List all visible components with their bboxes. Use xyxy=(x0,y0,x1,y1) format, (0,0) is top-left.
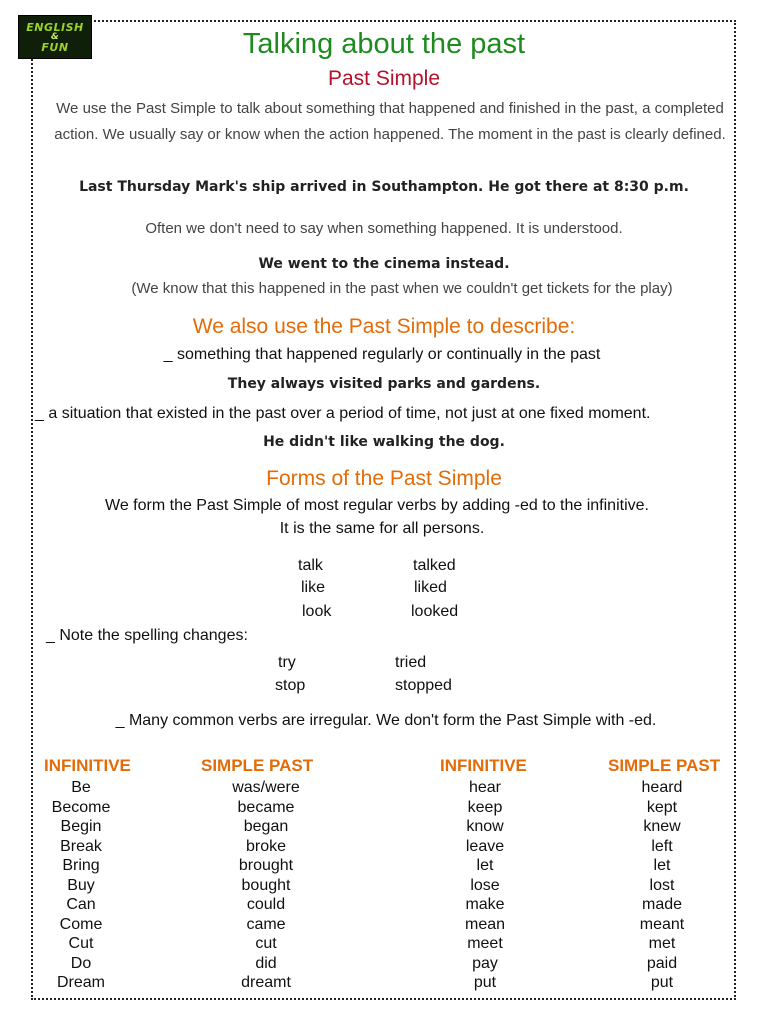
spelling-past: tried xyxy=(395,654,427,671)
past-verb: broke xyxy=(245,837,287,855)
past-verb: was/were xyxy=(232,779,300,796)
infinitive-verb: Begin xyxy=(60,818,102,835)
infinitive-verb: put xyxy=(473,974,497,991)
infinitive-verb: Become xyxy=(51,798,111,816)
infinitive-verb: keep xyxy=(467,798,503,816)
infinitive-verb: meet xyxy=(467,935,503,952)
past-verb: met xyxy=(648,935,676,952)
past-verb: meant xyxy=(639,915,685,933)
example-sentence-2-note: (We know that this happened in the past when we couldn't get tickets for the play) xyxy=(131,280,673,297)
infinitive-verb: Break xyxy=(60,837,102,855)
past-verb: kept xyxy=(646,798,678,816)
past-verb: became xyxy=(237,798,295,816)
past-verb: came xyxy=(246,915,286,933)
spelling-past: stopped xyxy=(395,677,452,694)
use-situation-example: He didn't like walking the dog. xyxy=(263,434,505,450)
past-verb: lost xyxy=(649,876,675,894)
past-verb: could xyxy=(246,896,286,913)
left-past-column xyxy=(206,778,326,993)
left-infinitive-header: INFINITIVE xyxy=(44,756,131,775)
example-sentence-2: We went to the cinema instead. xyxy=(258,256,510,272)
infinitive-verb: Cut xyxy=(68,935,94,952)
past-verb: paid xyxy=(646,954,678,972)
spelling-infinitive: stop xyxy=(275,677,306,694)
right-infinitive-header: INFINITIVE xyxy=(440,756,527,775)
spelling-infinitive: try xyxy=(278,654,296,671)
past-verb: did xyxy=(255,954,277,972)
right-simple-past-header: SIMPLE PAST xyxy=(608,756,721,775)
infinitive-verb: Can xyxy=(66,896,96,913)
past-verb: put xyxy=(650,974,674,991)
infinitive-verb: Bring xyxy=(62,857,100,874)
spelling-note: _ Note the spelling changes: xyxy=(46,627,248,644)
page-subtitle: Past Simple xyxy=(327,67,441,90)
right-infinitive-column xyxy=(445,778,525,993)
infinitive-verb: Do xyxy=(70,954,92,972)
logo-line-2: & xyxy=(50,31,60,42)
regular-past: talked xyxy=(413,557,456,574)
past-verb: heard xyxy=(641,779,683,796)
regular-past: liked xyxy=(414,579,447,596)
regular-past: looked xyxy=(411,603,459,620)
infinitive-verb: let xyxy=(476,857,494,874)
irregular-note: _ Many common verbs are irregular. We don't form the Past Simple with -ed. xyxy=(115,712,657,729)
past-verb: knew xyxy=(643,818,681,835)
describe-heading: We also use the Past Simple to describe: xyxy=(192,315,576,338)
past-verb: bought xyxy=(241,876,291,894)
infinitive-verb: Dream xyxy=(56,974,105,991)
infinitive-verb: hear xyxy=(468,779,502,796)
infinitive-verb: Buy xyxy=(67,876,95,894)
intro-paragraph: We use the Past Simple to talk about something that happened and finished in the past, a completed action. We usually say or know when the action happened. The moment in the past is clearly defined. xyxy=(54,100,726,143)
right-past-column xyxy=(620,778,704,993)
infinitive-verb: pay xyxy=(472,954,498,972)
use-situation: _ a situation that existed in the past over a period of time, not just at one fixed moment. xyxy=(35,405,651,422)
infinitive-verb: Come xyxy=(59,915,103,933)
infinitive-verb: lose xyxy=(470,876,500,894)
infinitive-verb: Be xyxy=(71,779,91,796)
past-verb: let xyxy=(653,857,671,874)
logo-line-3: FUN xyxy=(41,40,69,54)
forms-heading: Forms of the Past Simple xyxy=(266,467,502,490)
regular-infinitive: like xyxy=(301,579,326,596)
use-regularly-example: They always visited parks and gardens. xyxy=(227,376,541,392)
page-title: Talking about the past xyxy=(242,28,526,60)
left-simple-past-header: SIMPLE PAST xyxy=(201,756,314,775)
forms-rule: We form the Past Simple of most regular verbs by adding -ed to the infinitive. xyxy=(105,497,649,514)
past-verb: brought xyxy=(238,857,294,874)
understood-note: Often we don't need to say when something happened. It is understood. xyxy=(145,220,623,237)
forms-all-persons: It is the same for all persons. xyxy=(279,520,485,537)
past-verb: began xyxy=(243,818,289,835)
infinitive-verb: mean xyxy=(464,915,506,933)
infinitive-verb: know xyxy=(466,818,504,835)
use-regularly: _ something that happened regularly or continually in the past xyxy=(163,346,601,363)
infinitive-verb: leave xyxy=(465,837,505,855)
logo-line-1: ENGLISH xyxy=(26,20,84,34)
regular-infinitive: look xyxy=(302,603,332,620)
example-sentence-1: Last Thursday Mark's ship arrived in Southampton. He got there at 8:30 p.m. xyxy=(79,179,689,195)
past-verb: cut xyxy=(255,935,277,952)
past-verb: dreamt xyxy=(241,974,291,991)
regular-infinitive: talk xyxy=(298,557,323,574)
infinitive-verb: make xyxy=(465,896,505,913)
left-infinitive-column xyxy=(38,778,124,993)
past-verb: made xyxy=(641,896,683,913)
past-verb: left xyxy=(651,837,673,855)
